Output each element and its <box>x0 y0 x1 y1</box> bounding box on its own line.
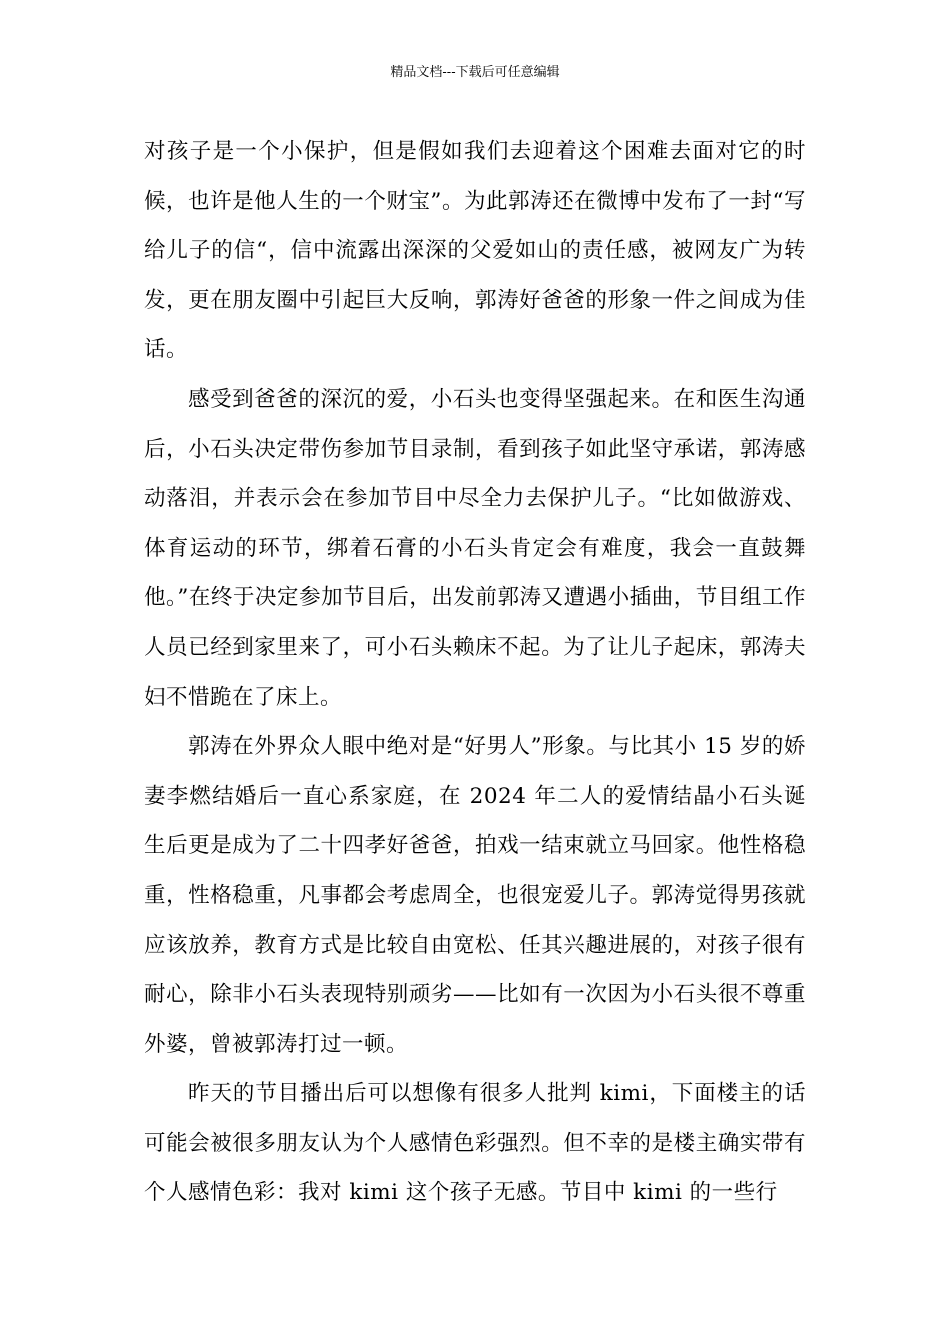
document-body <box>144 127 806 1218</box>
paragraph-2: 感受到爸爸的深沉的爱，小石头也变得坚强起来。在和医生沟通后，小石头决定带伤参加节目录制，看到孩子如此坚守承诺，郭涛感动落泪，并表示会在参加节目中尽全力去保护儿子。“比如做游戏、体育运动的环节，绑着石膏的小石头肯定会有难度，我会一直鼓舞他。”在终于决定参加节目后，出发前郭涛又遭遇小插曲，节目组工作人员已经到家里来了，可小石头赖床不起。为了让儿子起床，郭涛夫妇不惜跪在了床上。 <box>144 386 806 710</box>
paragraph-3: 郭涛在外界众人眼中绝对是“好男人”形象。与比其小 15 岁的娇妻李燃结婚后一直心系家庭，在 2024 年二人的爱情结晶小石头诞生后更是成为了二十四孝好爸爸，拍戏一结束就立马回家。他性格稳重，性格稳重，凡事都会考虑周全，也很宠爱儿子。郭涛觉得男孩就应该放养，教育方式是比较自由宽松、任其兴趣进展的，对孩子很有耐心，除非小石头表现特别顽劣——比如有一次因为小石头很不尊重外婆，曾被郭涛打过一顿。 <box>144 734 806 1057</box>
page-header: 精品文档---下载后可任意编辑 <box>390 65 560 80</box>
paragraph-4: 昨天的节目播出后可以想像有很多人批判 kimi，下面楼主的话可能会被很多朋友认为个人感情色彩强烈。但不幸的是楼主确实带有个人感情色彩：我对 kimi 这个孩子无感。节目中 kimi 的一些行 <box>144 1081 806 1206</box>
paragraph-1: 对孩子是一个小保护，但是假如我们去迎着这个困难去面对它的时候，也许是他人生的一个财宝”。为此郭涛还在微博中发布了一封“写给儿子的信“，信中流露出深深的父爱如山的责任感，被网友广为转发，更在朋友圈中引起巨大反响，郭涛好爸爸的形象一件之间成为佳话。 <box>144 139 806 363</box>
